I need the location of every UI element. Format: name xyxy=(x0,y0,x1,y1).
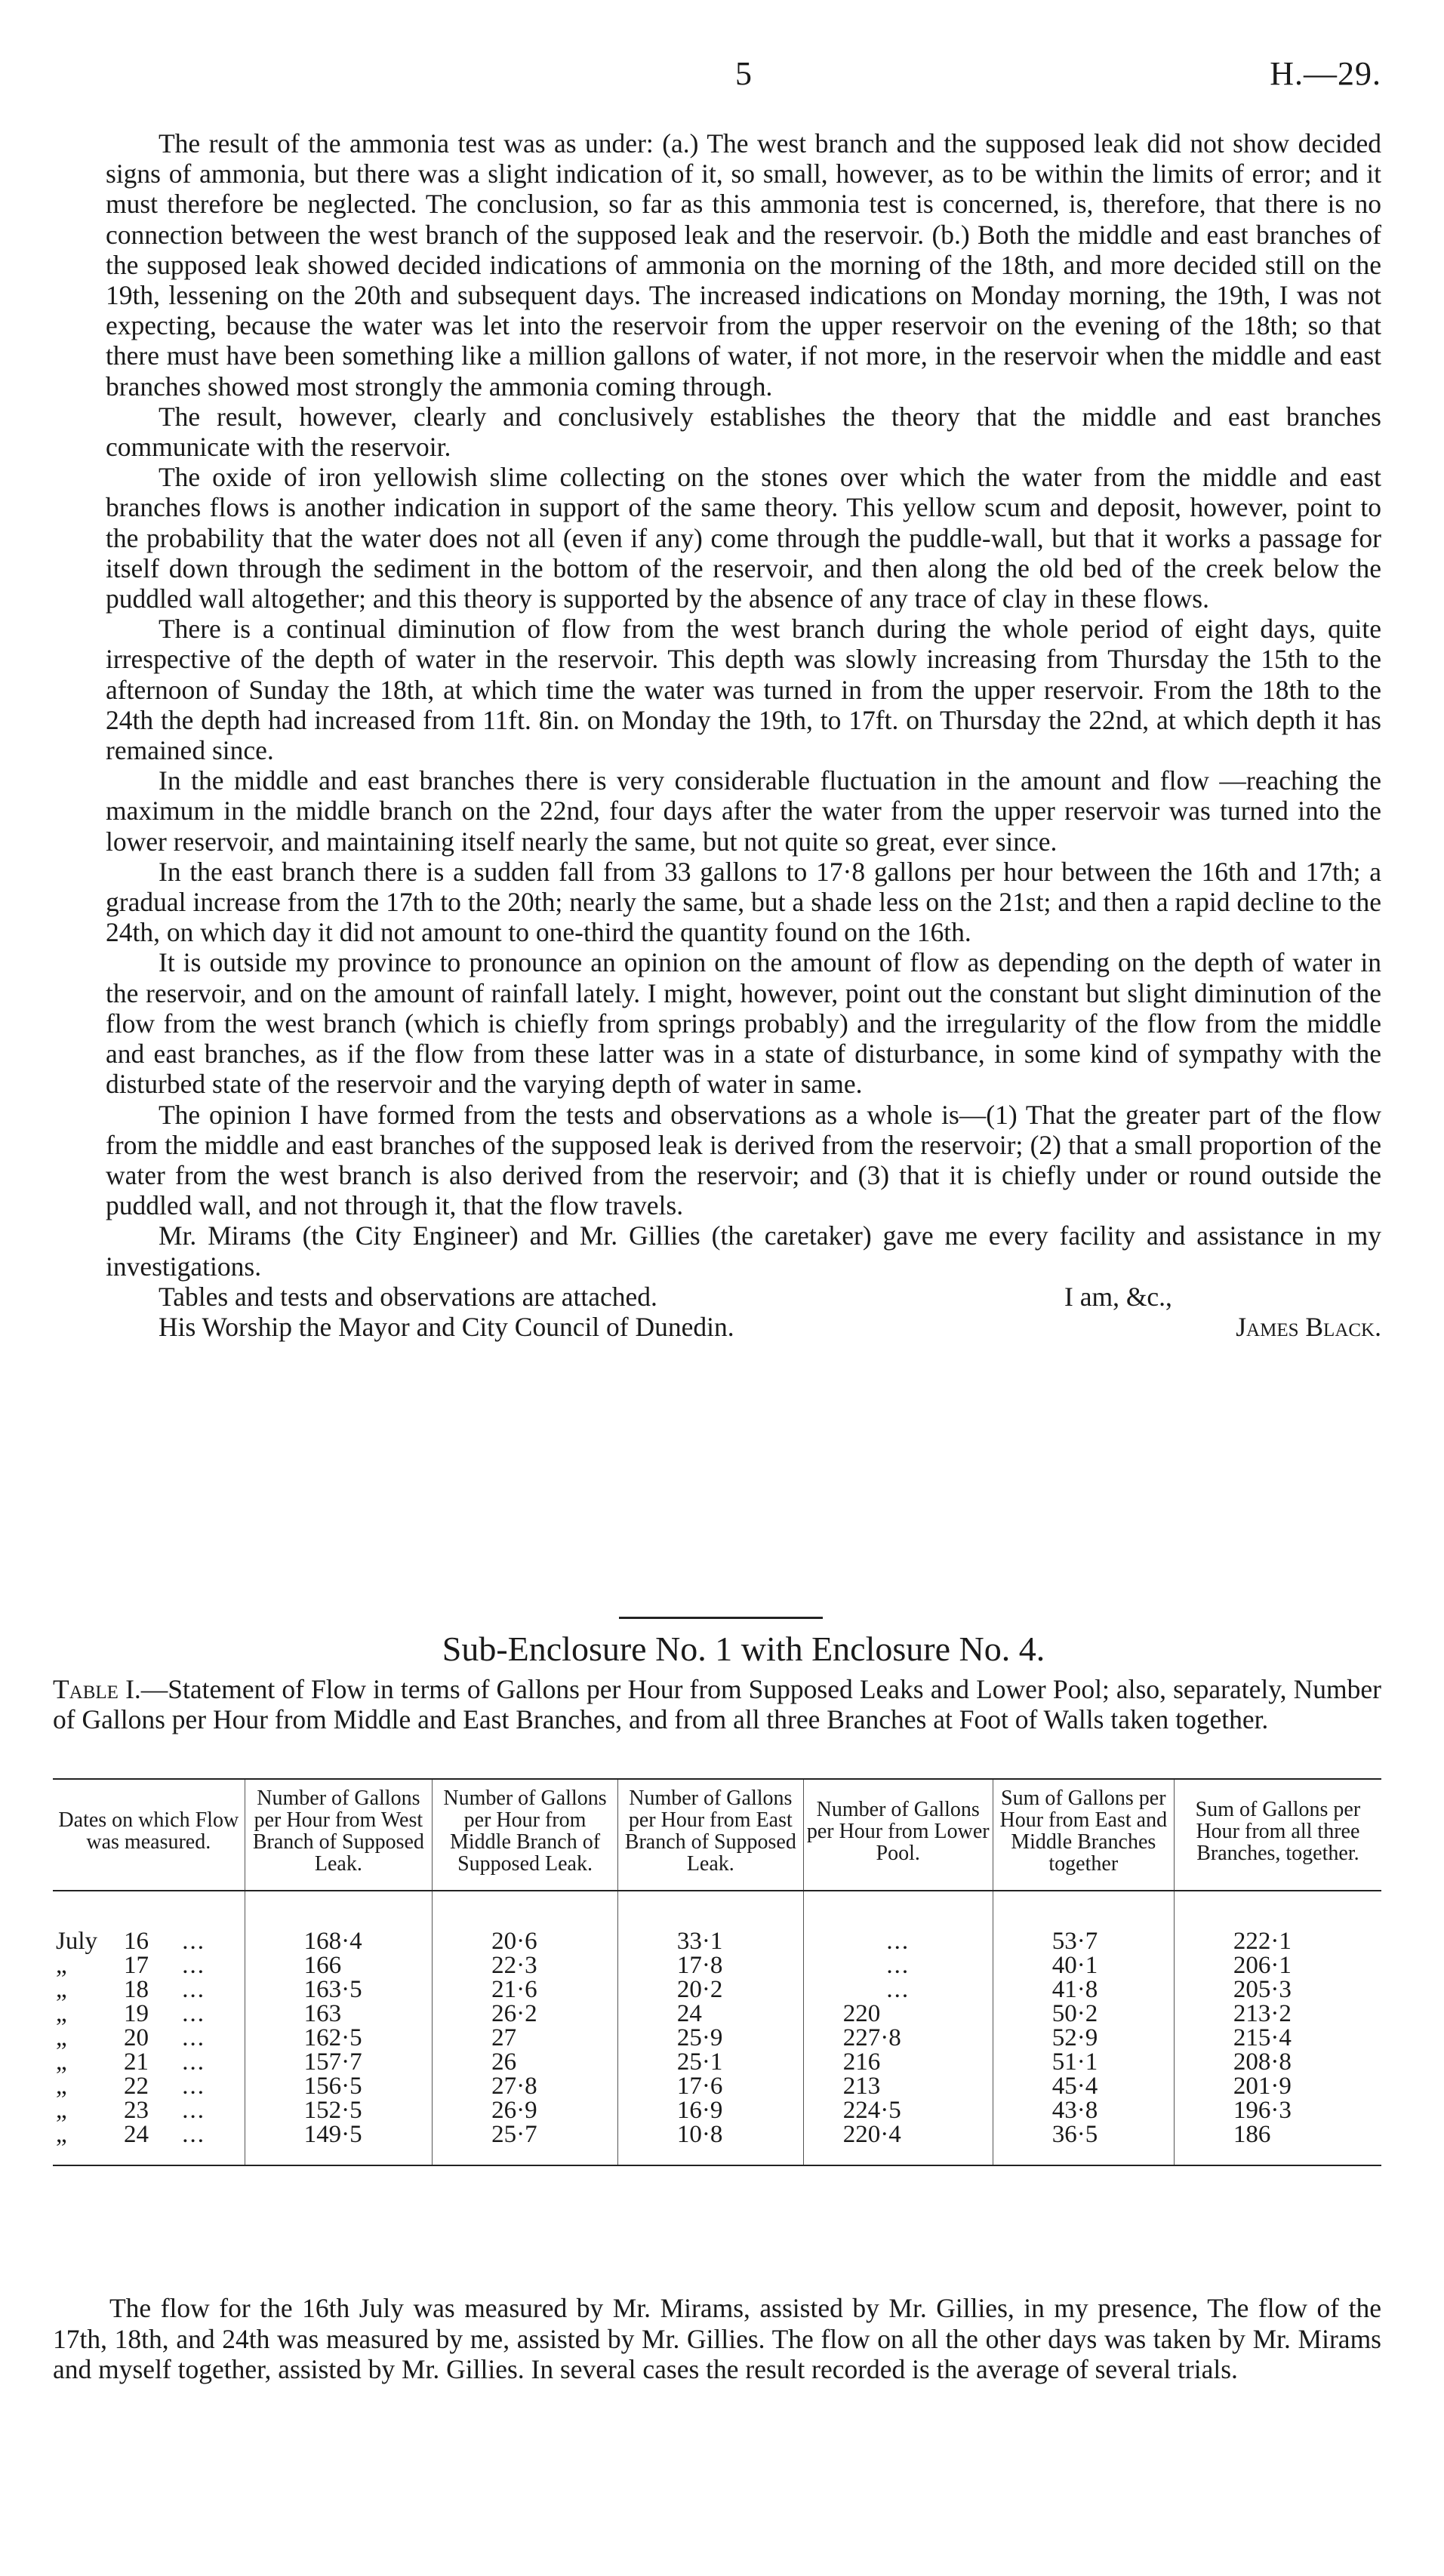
middle-branch-cell: 22·3 xyxy=(433,1953,618,1977)
date-month: July xyxy=(56,1928,98,1955)
column-header: Number of Gallons per Hour from Middle Branch of Supposed Leak. xyxy=(433,1779,618,1891)
east-branch-cell: 33·1 xyxy=(617,1929,803,1953)
date-day: 19 xyxy=(124,2000,149,2027)
date-cell xyxy=(53,2002,245,2026)
middle-branch-cell: 20·6 xyxy=(433,1929,618,1953)
west-branch-cell: 149·5 xyxy=(245,2122,433,2165)
date-day: 23 xyxy=(124,2097,149,2124)
west-branch-cell: 152·5 xyxy=(245,2098,433,2122)
east-branch-cell: 25·9 xyxy=(617,2026,803,2050)
date-cell xyxy=(53,2098,245,2122)
lower-pool-cell: 216 xyxy=(803,2050,993,2074)
date-day: 22 xyxy=(124,2073,149,2100)
paragraph: Mr. Mirams (the City Engineer) and Mr. Gillies (the caretaker) gave me every facility and assistance in my investigations. xyxy=(106,1220,1381,1282)
date-cell xyxy=(53,1929,245,1953)
date-day: 24 xyxy=(124,2121,149,2148)
section-divider xyxy=(619,1617,823,1619)
date-month: „ xyxy=(56,2000,67,2027)
leader-dots: ... xyxy=(182,2048,205,2076)
all-three-sum-cell: 213·2 xyxy=(1174,2002,1381,2026)
east-branch-cell: 24 xyxy=(617,2002,803,2026)
leader-dots: ... xyxy=(182,1976,205,2003)
all-three-sum-cell: 196·3 xyxy=(1174,2098,1381,2122)
leader-dots: ... xyxy=(182,2121,205,2148)
signoff-line xyxy=(106,1312,1381,1342)
footer-note: The flow for the 16th July was measured by Mr. Mirams, assisted by Mr. Gillies, in my presence, The flow of the 17th, 18th, and 24th was measured by me, assisted by Mr. Gillies. The flow on all the other days was taken by Mr. Mirams and myself together, assisted by Mr. Gillies. In several cases the result recorded is the average of several trials. xyxy=(53,2293,1381,2384)
east-middle-sum-cell: 43·8 xyxy=(993,2098,1174,2122)
page-number: 5 xyxy=(735,55,752,92)
date-cell xyxy=(53,2122,245,2165)
date-day: 18 xyxy=(124,1976,149,2003)
paragraph: The oxide of iron yellowish slime collecting on the stones over which the water from the middle and east branches flows is another indication in support of the same theory. This yellow scum and deposit, however, point to the probability that the water does not all (even if any) come through the puddle-wall, but that it works a passage for itself down through the sediment in the bottom of the reservoir, and then along the old bed of the creek below the puddled wall altogether; and this theory is supported by the absence of any trace of clay in these flows. xyxy=(106,462,1381,614)
closing: I am, &c., xyxy=(1064,1281,1172,1312)
all-three-sum-cell: 186 xyxy=(1174,2122,1381,2165)
east-middle-sum-cell: 50·2 xyxy=(993,2002,1174,2026)
leader-dots: ... xyxy=(182,1952,205,1979)
west-branch-cell: 166 xyxy=(245,1953,433,1977)
attachments-note: Tables and tests and observations are attached. xyxy=(159,1281,657,1312)
sub-enclosure-title: Sub-Enclosure No. 1 with Enclosure No. 4. xyxy=(442,1630,1045,1668)
document-reference: H.—29. xyxy=(1270,55,1381,92)
west-branch-cell: 163·5 xyxy=(245,1977,433,2002)
table-row xyxy=(53,1953,1381,1977)
paragraph: In the east branch there is a sudden fall from 33 gallons to 17·8 gallons per hour between the 16th and 17th; a gradual increase from the 17th to the 20th; nearly the same, but a shade less on the 21st; and then a rapid decline to the 24th, on which day it did not amount to one-third the quantity found on the 16th. xyxy=(106,856,1381,948)
date-cell xyxy=(53,2026,245,2050)
middle-branch-cell: 21·6 xyxy=(433,1977,618,2002)
table-row xyxy=(53,1929,1381,1953)
signoff-line xyxy=(106,1282,1381,1312)
paragraph: There is a continual diminution of flow from the west branch during the whole period of eight days, quite irrespective of the depth of water in the reservoir. This depth was slowly increasing from Thursday the 15th to the afternoon of Sunday the 18th, at which time the water was turned in from the upper reservoir. From the 18th to the 24th the depth had increased from 11ft. 8in. on Monday the 19th, to 17ft. on Thursday the 22nd, at which depth it has remained since. xyxy=(106,614,1381,766)
date-day: 20 xyxy=(124,2024,149,2051)
east-branch-cell: 20·2 xyxy=(617,1977,803,2002)
paragraph: The result, however, clearly and conclusively establishes the theory that the middle and east branches communicate with the reservoir. xyxy=(106,401,1381,463)
column-header: Sum of Gallons per Hour from East and Middle Branches together xyxy=(993,1779,1174,1891)
column-header: Dates on which Flow was measured. xyxy=(53,1779,245,1891)
middle-branch-cell: 26 xyxy=(433,2050,618,2074)
table-row xyxy=(53,2002,1381,2026)
west-branch-cell: 163 xyxy=(245,2002,433,2026)
table-caption xyxy=(53,1674,1381,1734)
middle-branch-cell: 27·8 xyxy=(433,2074,618,2098)
east-middle-sum-cell: 40·1 xyxy=(993,1953,1174,1977)
lower-pool-cell: 224·5 xyxy=(803,2098,993,2122)
column-header: Number of Gallons per Hour from East Branch of Supposed Leak. xyxy=(617,1779,803,1891)
east-branch-cell: 16·9 xyxy=(617,2098,803,2122)
lower-pool-cell: ... xyxy=(803,1977,993,2002)
signature-name: James Black. xyxy=(1236,1311,1381,1342)
east-middle-sum-cell: 36·5 xyxy=(993,2122,1174,2165)
east-middle-sum-cell: 53·7 xyxy=(993,1929,1174,1953)
middle-branch-cell: 26·9 xyxy=(433,2098,618,2122)
middle-branch-cell: 27 xyxy=(433,2026,618,2050)
all-three-sum-cell: 215·4 xyxy=(1174,2026,1381,2050)
table-spacer-row xyxy=(53,1891,1381,1929)
date-cell xyxy=(53,1977,245,2002)
date-month: „ xyxy=(56,2048,67,2076)
east-middle-sum-cell: 45·4 xyxy=(993,2074,1174,2098)
date-month: „ xyxy=(56,2073,67,2100)
all-three-sum-cell: 222·1 xyxy=(1174,1929,1381,1953)
east-branch-cell: 10·8 xyxy=(617,2122,803,2165)
table-label: Table I. xyxy=(53,1674,141,1704)
east-middle-sum-cell: 51·1 xyxy=(993,2050,1174,2074)
date-month: „ xyxy=(56,1976,67,2003)
paragraph: It is outside my province to pronounce an opinion on the amount of flow as depending on the depth of water in the reservoir, and on the amount of rainfall lately. I might, however, point out the constant but slight diminution of the flow from the west branch (which is chiefly from springs probably) and the irregularity of the flow from the middle and east branches, as if the flow from these latter was in a state of disturbance, in some kind of sympathy with the disturbed state of the reservoir and the varying depth of water in same. xyxy=(106,947,1381,1100)
lower-pool-cell: 227·8 xyxy=(803,2026,993,2050)
date-month: „ xyxy=(56,2097,67,2124)
table-header-row xyxy=(53,1779,1381,1891)
table-row xyxy=(53,2026,1381,2050)
east-branch-cell: 17·8 xyxy=(617,1953,803,1977)
page-header xyxy=(106,54,1381,107)
lower-pool-cell: 220·4 xyxy=(803,2122,993,2165)
addressee: His Worship the Mayor and City Council of Dunedin. xyxy=(159,1311,734,1342)
east-middle-sum-cell: 52·9 xyxy=(993,2026,1174,2050)
all-three-sum-cell: 205·3 xyxy=(1174,1977,1381,2002)
date-cell xyxy=(53,2050,245,2074)
west-branch-cell: 157·7 xyxy=(245,2050,433,2074)
all-three-sum-cell: 206·1 xyxy=(1174,1953,1381,1977)
lower-pool-cell: 213 xyxy=(803,2074,993,2098)
table-row xyxy=(53,2074,1381,2098)
leader-dots: ... xyxy=(182,2000,205,2027)
paragraph: The result of the ammonia test was as under: (a.) The west branch and the supposed leak did not show decided signs of ammonia, but there was a slight indication of it, so small, however, as to be within the limits of error; and it must therefore be neglected. The conclusion, so far as this ammonia test is concerned, is, therefore, that there is no connection between the west branch of the supposed leak and the reservoir. (b.) Both the middle and east branches of the supposed leak showed decided indications of ammonia on the morning of the 18th, and more decided still on the 19th, lessening on the 20th and subsequent days. The increased indications on Monday morning, the 19th, I was not expecting, because the water was let into the reservoir from the upper reservoir on the evening of the 18th; so that there must have been something like a million gallons of water, if not more, in the reservoir when the middle and east branches showed most strongly the ammonia coming through. xyxy=(106,128,1381,402)
table-row xyxy=(53,2050,1381,2074)
paragraph: The opinion I have formed from the tests and observations as a whole is—(1) That the greater part of the flow from the middle and east branches of the supposed leak is derived from the reservoir; (2) that a small proportion of the water from the west branch is also derived from the reservoir; and (3) that it is chiefly under or round outside the puddled wall, and not through it, that the flow travels. xyxy=(106,1099,1381,1221)
date-month: „ xyxy=(56,2121,67,2148)
leader-dots: ... xyxy=(182,2097,205,2124)
date-day: 17 xyxy=(124,1952,149,1979)
table-row xyxy=(53,2098,1381,2122)
table-row xyxy=(53,2122,1381,2165)
column-header: Number of Gallons per Hour from West Branch of Supposed Leak. xyxy=(245,1779,433,1891)
middle-branch-cell: 26·2 xyxy=(433,2002,618,2026)
date-cell xyxy=(53,1953,245,1977)
date-cell xyxy=(53,2074,245,2098)
date-month: „ xyxy=(56,1952,67,1979)
date-month: „ xyxy=(56,2024,67,2051)
paragraph: In the middle and east branches there is very considerable fluctuation in the amount and flow —reaching the maximum in the middle branch on the 22nd, four days after the water from the upper reservoir was turned into the lower reservoir, and maintaining itself nearly the same, but not quite so great, ever since. xyxy=(106,765,1381,857)
column-header: Number of Gallons per Hour from Lower Pool. xyxy=(803,1779,993,1891)
table-caption-text: —Statement of Flow in terms of Gallons per Hour from Supposed Leaks and Lower Pool; also, separately, Number of Gallons per Hour from Middle and East Branches, and from all three Branches at Foot of Walls taken together. xyxy=(53,1674,1381,1734)
date-day: 16 xyxy=(124,1928,149,1955)
east-branch-cell: 25·1 xyxy=(617,2050,803,2074)
lower-pool-cell: ... xyxy=(803,1929,993,1953)
table-row xyxy=(53,1977,1381,2002)
all-three-sum-cell: 201·9 xyxy=(1174,2074,1381,2098)
lower-pool-cell: 220 xyxy=(803,2002,993,2026)
middle-branch-cell: 25·7 xyxy=(433,2122,618,2165)
west-branch-cell: 162·5 xyxy=(245,2026,433,2050)
leader-dots: ... xyxy=(182,2024,205,2051)
lower-pool-cell: ... xyxy=(803,1953,993,1977)
west-branch-cell: 156·5 xyxy=(245,2074,433,2098)
flow-table xyxy=(53,1778,1381,2166)
letter-body xyxy=(106,128,1381,1342)
east-branch-cell: 17·6 xyxy=(617,2074,803,2098)
west-branch-cell: 168·4 xyxy=(245,1929,433,1953)
leader-dots: ... xyxy=(182,2073,205,2100)
date-day: 21 xyxy=(124,2048,149,2076)
all-three-sum-cell: 208·8 xyxy=(1174,2050,1381,2074)
table-body xyxy=(53,1891,1381,2165)
leader-dots: ... xyxy=(182,1928,205,1955)
east-middle-sum-cell: 41·8 xyxy=(993,1977,1174,2002)
column-header: Sum of Gallons per Hour from all three Branches, together. xyxy=(1174,1779,1381,1891)
